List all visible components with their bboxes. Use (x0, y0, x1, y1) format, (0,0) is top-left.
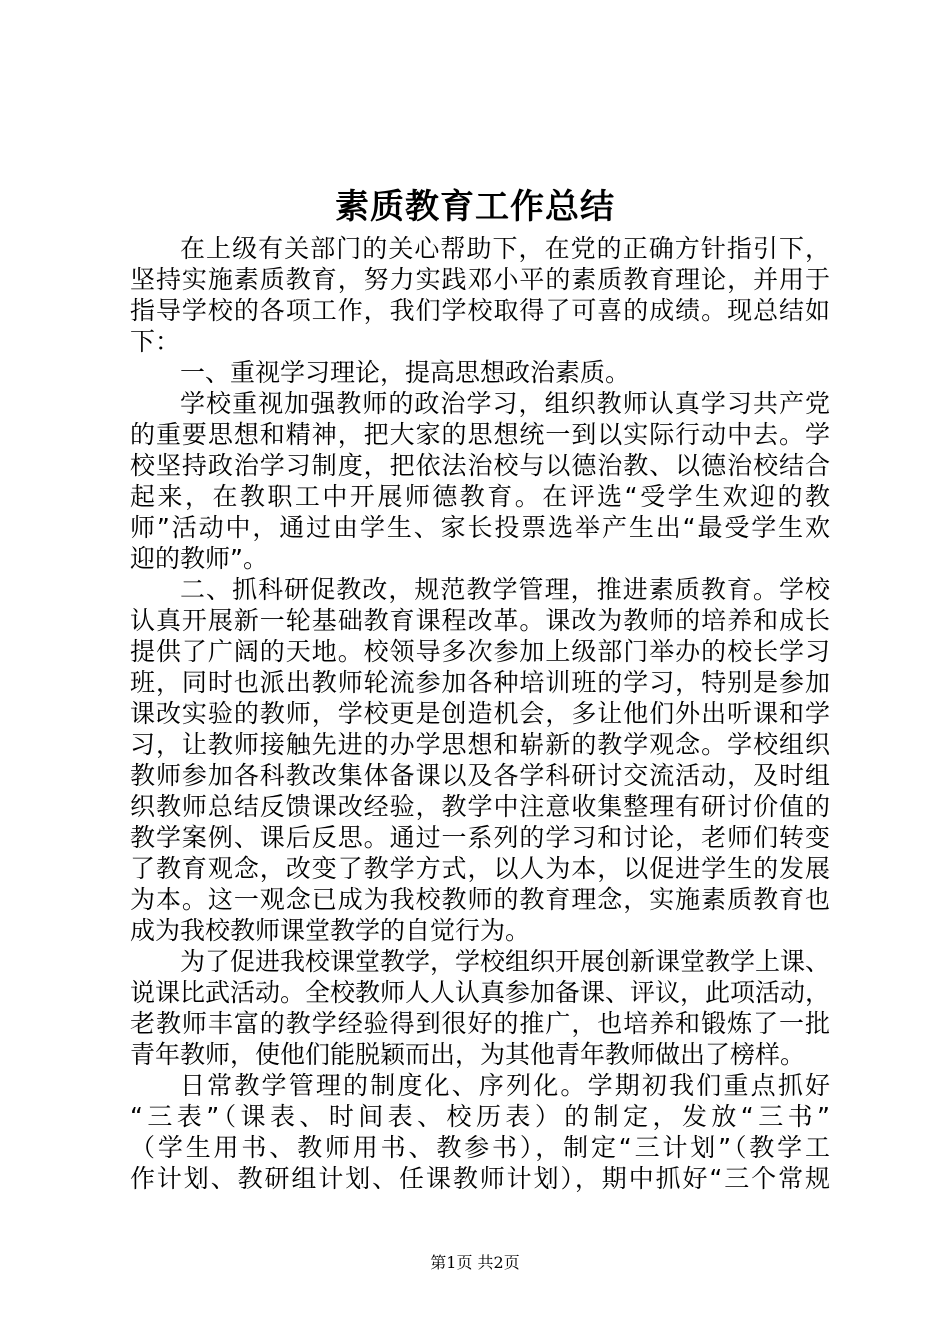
text-line: 说课比武活动。全校教师人人认真参加备课、评议，此项活动， (130, 978, 830, 1007)
page-number-footer: 第1页 共2页 (430, 1253, 520, 1272)
document-title: 素质教育工作总结 (335, 187, 615, 227)
document-body (130, 233, 830, 1194)
section-heading-1: 一、重视学习理论，提高思想政治素质。 (180, 358, 631, 387)
text-line: 青年教师，使他们能脱颖而出，为其他青年教师做出了榜样。 (130, 1040, 806, 1069)
text-line: 师”活动中，通过由学生、家长投票选举产生出“最受学生欢 (130, 513, 830, 542)
text-line: 成为我校教师课堂教学的自觉行为。 (130, 916, 531, 945)
section-heading-2: 二、抓科研促教改，规范教学管理，推进素质教育。学校 (180, 575, 830, 604)
text-line: 作计划、教研组计划、任课教师计划），期中抓好“三个常规 (130, 1164, 830, 1193)
text-line: 学校重视加强教师的政治学习，组织教师认真学习共产党 (180, 389, 830, 418)
text-line: 下： (130, 327, 181, 356)
text-line: 校坚持政治学习制度，把依法治校与以德治教、以德治校结合 (130, 451, 830, 480)
text-line: 起来，在教职工中开展师德教育。在评选“受学生欢迎的教 (130, 482, 830, 511)
text-line: 坚持实施素质教育，努力实践邓小平的素质教育理论，并用于 (130, 265, 830, 294)
text-line: 教师参加各科教改集体备课以及各学科研讨交流活动，及时组 (130, 761, 830, 790)
text-line: 习，让教师接触先进的办学思想和崭新的教学观念。学校组织 (130, 730, 830, 759)
text-line: 教学案例、课后反思。通过一系列的学习和讨论，老师们转变 (130, 823, 830, 852)
text-line: 织教师总结反馈课改经验，教学中注意收集整理有研讨价值的 (130, 792, 830, 821)
text-line: （学生用书、教师用书、教参书），制定“三计划”（教学工 (130, 1133, 830, 1162)
text-line: 迎的教师”。 (130, 544, 268, 573)
text-line: 课改实验的教师，学校更是创造机会，多让他们外出听课和学 (130, 699, 830, 728)
text-line: 为本。这一观念已成为我校教师的教育理念，实施素质教育也 (130, 885, 830, 914)
text-line: 指导学校的各项工作，我们学校取得了可喜的成绩。现总结如 (130, 296, 830, 325)
text-line: 提供了广阔的天地。校领导多次参加上级部门举办的校长学习 (130, 637, 830, 666)
text-line: 的重要思想和精神，把大家的思想统一到以实际行动中去。学 (130, 420, 830, 449)
text-line: 为了促进我校课堂教学，学校组织开展创新课堂教学上课、 (180, 947, 830, 976)
text-line: 了教育观念，改变了教学方式，以人为本，以促进学生的发展 (130, 854, 830, 883)
text-line: 日常教学管理的制度化、序列化。学期初我们重点抓好 (180, 1071, 830, 1100)
text-line: 老教师丰富的教学经验得到很好的推广，也培养和锻炼了一批 (130, 1009, 830, 1038)
text-line: 班，同时也派出教师轮流参加各种培训班的学习，特别是参加 (130, 668, 830, 697)
text-line: 在上级有关部门的关心帮助下，在党的正确方针指引下， (180, 234, 830, 263)
text-line: 认真开展新一轮基础教育课程改革。课改为教师的培养和成长 (130, 606, 830, 635)
text-line: “三表”（课表、时间表、校历表）的制定，发放“三书” (130, 1102, 830, 1131)
